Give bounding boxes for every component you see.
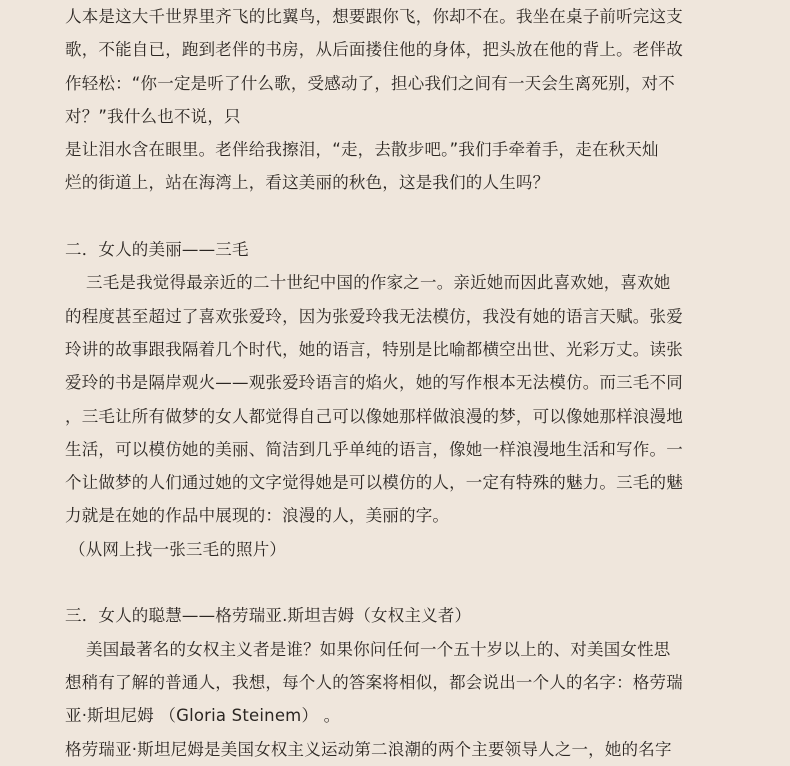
text-line: 作轻松：“你一定是听了什么歌，受感动了，担心我们之间有一天会生离死别，对不 (65, 73, 675, 93)
section-gap (65, 566, 705, 599)
photo-caption-note: （从网上找一张三毛的照片） (69, 539, 287, 559)
section-gap (65, 200, 705, 233)
text-line: 三毛是我觉得最亲近的二十世纪中国的作家之一。亲近她而因此喜欢她，喜欢她 (86, 273, 671, 293)
text-line: 爱玲的书是隔岸观火——观张爱玲语言的焰火，她的写作根本无法模仿。而三毛不同 (65, 373, 683, 393)
text-line: 烂的街道上，站在海湾上，看这美丽的秋色，这是我们的人生吗？ (65, 173, 550, 193)
section-heading: 三．女人的聪慧——格劳瑞亚.斯坦吉姆（女权主义者） (65, 606, 472, 626)
section-1-tail (65, 0, 705, 200)
section-heading: 二．女人的美丽——三毛 (65, 240, 249, 260)
text-line: 的程度甚至超过了喜欢张爱玲，因为张爱玲我无法模仿，我没有她的语言天赋。张爱 (65, 306, 683, 326)
text-line: 力就是在她的作品中展现的：浪漫的人，美丽的字。 (65, 506, 450, 526)
text-line: 想稍有了解的普通人，我想，每个人的答案将相似，都会说出一个人的名字：格劳瑞 (65, 672, 683, 692)
text-line: 亚·斯坦尼姆 （Gloria Steinem） 。 (65, 706, 341, 726)
section-2 (65, 233, 705, 566)
text-line: 人本是这大千世界里齐飞的比翼鸟，想要跟你飞，你却不在。我坐在桌子前听完这支 (65, 7, 683, 26)
text-line: 美国最著名的女权主义者是谁？如果你问任何一个五十岁以上的、对美国女性思 (86, 639, 671, 659)
text-line: 格劳瑞亚·斯坦尼姆是美国女权主义运动第二浪潮的两个主要领导人之一，她的名字 (65, 739, 672, 759)
text-line: 玲讲的故事跟我隔着几个时代，她的语言，特别是比喻都横空出世、光彩万丈。读张 (65, 339, 683, 359)
section-3 (65, 599, 705, 765)
article-body (65, 0, 705, 766)
text-line: 个让做梦的人们通过她的文字觉得她是可以模仿的人，一定有特殊的魅力。三毛的魅 (65, 473, 683, 493)
text-line: 生活，可以模仿她的美丽、简洁到几乎单纯的语言，像她一样浪漫地生活和写作。一 (65, 439, 683, 459)
text-line: 是让泪水含在眼里。老伴给我擦泪，“走，去散步吧。”我们手牵着手，走在秋天灿 (65, 140, 659, 160)
text-line: 对？”我什么也不说，只 (65, 106, 241, 126)
text-line: ，三毛让所有做梦的女人都觉得自己可以像她那样做浪漫的梦，可以像她那样浪漫地 (65, 406, 683, 426)
text-line: 歌，不能自已，跑到老伴的书房，从后面搂住他的身体，把头放在他的背上。老伴故 (65, 40, 683, 60)
